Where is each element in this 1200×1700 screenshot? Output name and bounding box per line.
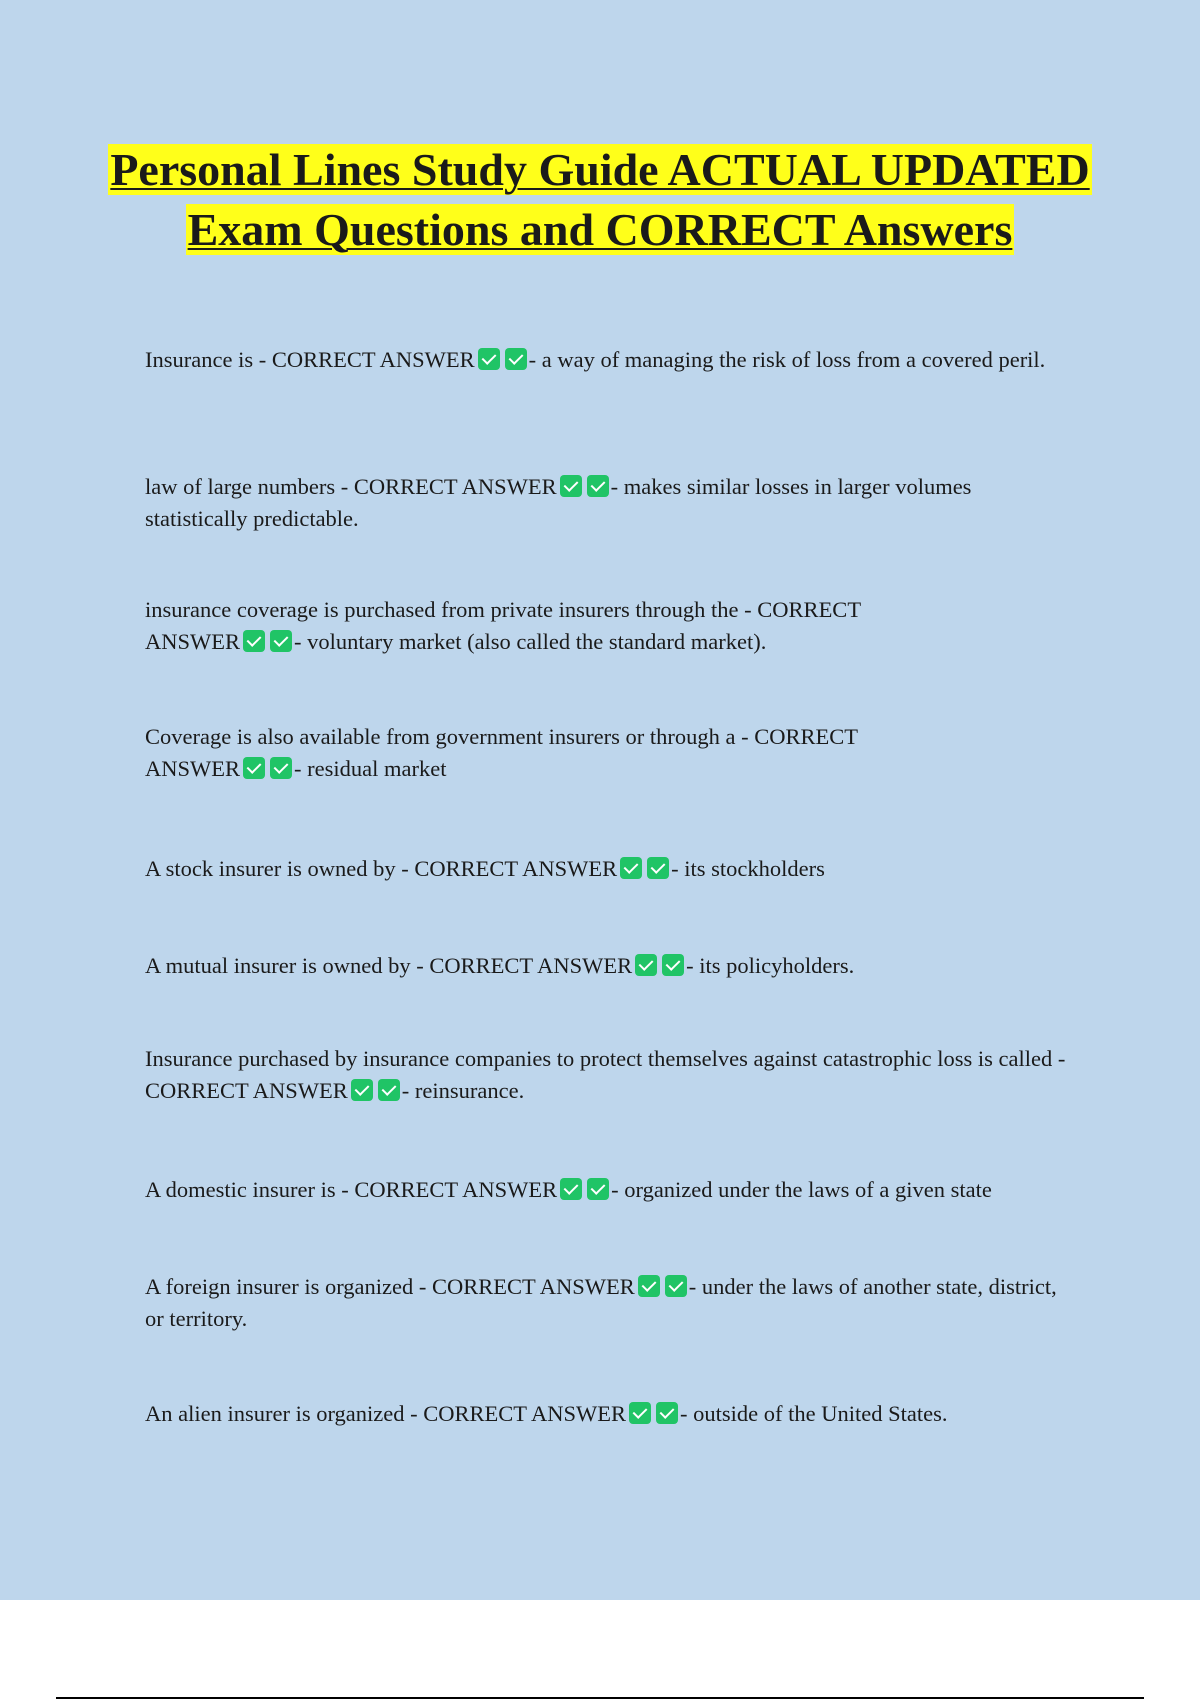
question-text: Insurance purchased by insurance companies to protect themselves against catastrophic loss is called <box>145 1046 1053 1071</box>
answer-text: its policyholders. <box>699 953 855 978</box>
question-text: Coverage is also available from government insurers or through a <box>145 724 736 749</box>
check-icon <box>638 1275 660 1297</box>
page-title <box>100 140 1100 260</box>
question-text: A foreign insurer is organized <box>145 1274 414 1299</box>
title-block <box>100 140 1100 260</box>
answer-text: under the laws of another state, district, or territory. <box>145 1274 1057 1331</box>
qa-item: insurance coverage is purchased from private insurers through the - CORRECT ANSWER - voluntary market (also called the standard market). <box>145 597 861 654</box>
question-text: A domestic insurer is <box>145 1177 336 1202</box>
check-icon <box>505 348 527 370</box>
check-icon <box>665 1275 687 1297</box>
answer-text: residual market <box>307 756 447 781</box>
check-icon <box>587 1178 609 1200</box>
qa-item: law of large numbers - CORRECT ANSWER - makes similar losses in larger volumes statistically predictable. <box>145 474 972 531</box>
title-highlight: Personal Lines Study Guide ACTUAL UPDATED Exam Questions and CORRECT Answers <box>110 144 1090 255</box>
answer-text: its stockholders <box>684 856 825 881</box>
answer-marker: CORRECT ANSWER <box>145 1078 348 1103</box>
check-icon <box>243 757 265 779</box>
answer-marker: CORRECT ANSWER <box>354 1177 558 1202</box>
qa-item: Insurance is - CORRECT ANSWER - a way of managing the risk of loss from a covered peril. <box>145 347 1046 372</box>
check-icon <box>620 857 642 879</box>
qa-item: A foreign insurer is organized - CORRECT ANSWER - under the laws of another state, district, or territory. <box>145 1274 1057 1331</box>
answer-marker: CORRECT ANSWER <box>432 1274 635 1299</box>
qa-item: Insurance purchased by insurance companies to protect themselves against catastrophic loss is called - CORRECT ANSWER - reinsurance. <box>145 1046 1066 1103</box>
answer-text: voluntary market (also called the standard market). <box>307 629 767 654</box>
check-icon <box>647 857 669 879</box>
qa-item: A mutual insurer is owned by - CORRECT ANSWER - its policyholders. <box>145 953 855 978</box>
check-icon <box>587 475 609 497</box>
answer-marker: CORRECT ANSWER <box>414 856 618 881</box>
question-text: A mutual insurer is owned by <box>145 953 411 978</box>
question-text: An alien insurer is organized <box>145 1401 405 1426</box>
answer-marker: CORRECT ANSWER <box>145 597 861 654</box>
answer-text: outside of the United States. <box>693 1401 948 1426</box>
qa-item: A domestic insurer is - CORRECT ANSWER - organized under the laws of a given state <box>145 1177 992 1202</box>
check-icon <box>478 348 500 370</box>
footer-divider <box>56 1697 1144 1699</box>
check-icon <box>560 1178 582 1200</box>
qa-item: Coverage is also available from government insurers or through a - CORRECT ANSWER - residual market <box>145 724 858 781</box>
question-text: A stock insurer is owned by <box>145 856 396 881</box>
check-icon <box>378 1079 400 1101</box>
check-icon <box>635 954 657 976</box>
answer-marker: CORRECT ANSWER <box>353 474 557 499</box>
answer-marker: CORRECT ANSWER <box>145 724 858 781</box>
check-icon <box>560 475 582 497</box>
answer-marker: CORRECT ANSWER <box>271 347 475 372</box>
check-icon <box>662 954 684 976</box>
answer-marker: CORRECT ANSWER <box>423 1401 627 1426</box>
question-text: law of large numbers <box>145 474 336 499</box>
answer-text: organized under the laws of a given state <box>624 1177 992 1202</box>
answer-text: a way of managing the risk of loss from a covered peril. <box>541 347 1046 372</box>
answer-marker: CORRECT ANSWER <box>429 953 633 978</box>
check-icon <box>351 1079 373 1101</box>
check-icon <box>656 1402 678 1424</box>
check-icon <box>243 630 265 652</box>
check-icon <box>270 757 292 779</box>
check-icon <box>629 1402 651 1424</box>
qa-item: An alien insurer is organized - CORRECT ANSWER - outside of the United States. <box>145 1401 948 1426</box>
answer-text: reinsurance. <box>414 1078 525 1103</box>
qa-item: A stock insurer is owned by - CORRECT ANSWER - its stockholders <box>145 856 825 881</box>
question-text: insurance coverage is purchased from private insurers through the <box>145 597 739 622</box>
answer-text: makes similar losses in larger volumes statistically predictable. <box>145 474 972 531</box>
check-icon <box>270 630 292 652</box>
question-text: Insurance is <box>145 347 254 372</box>
